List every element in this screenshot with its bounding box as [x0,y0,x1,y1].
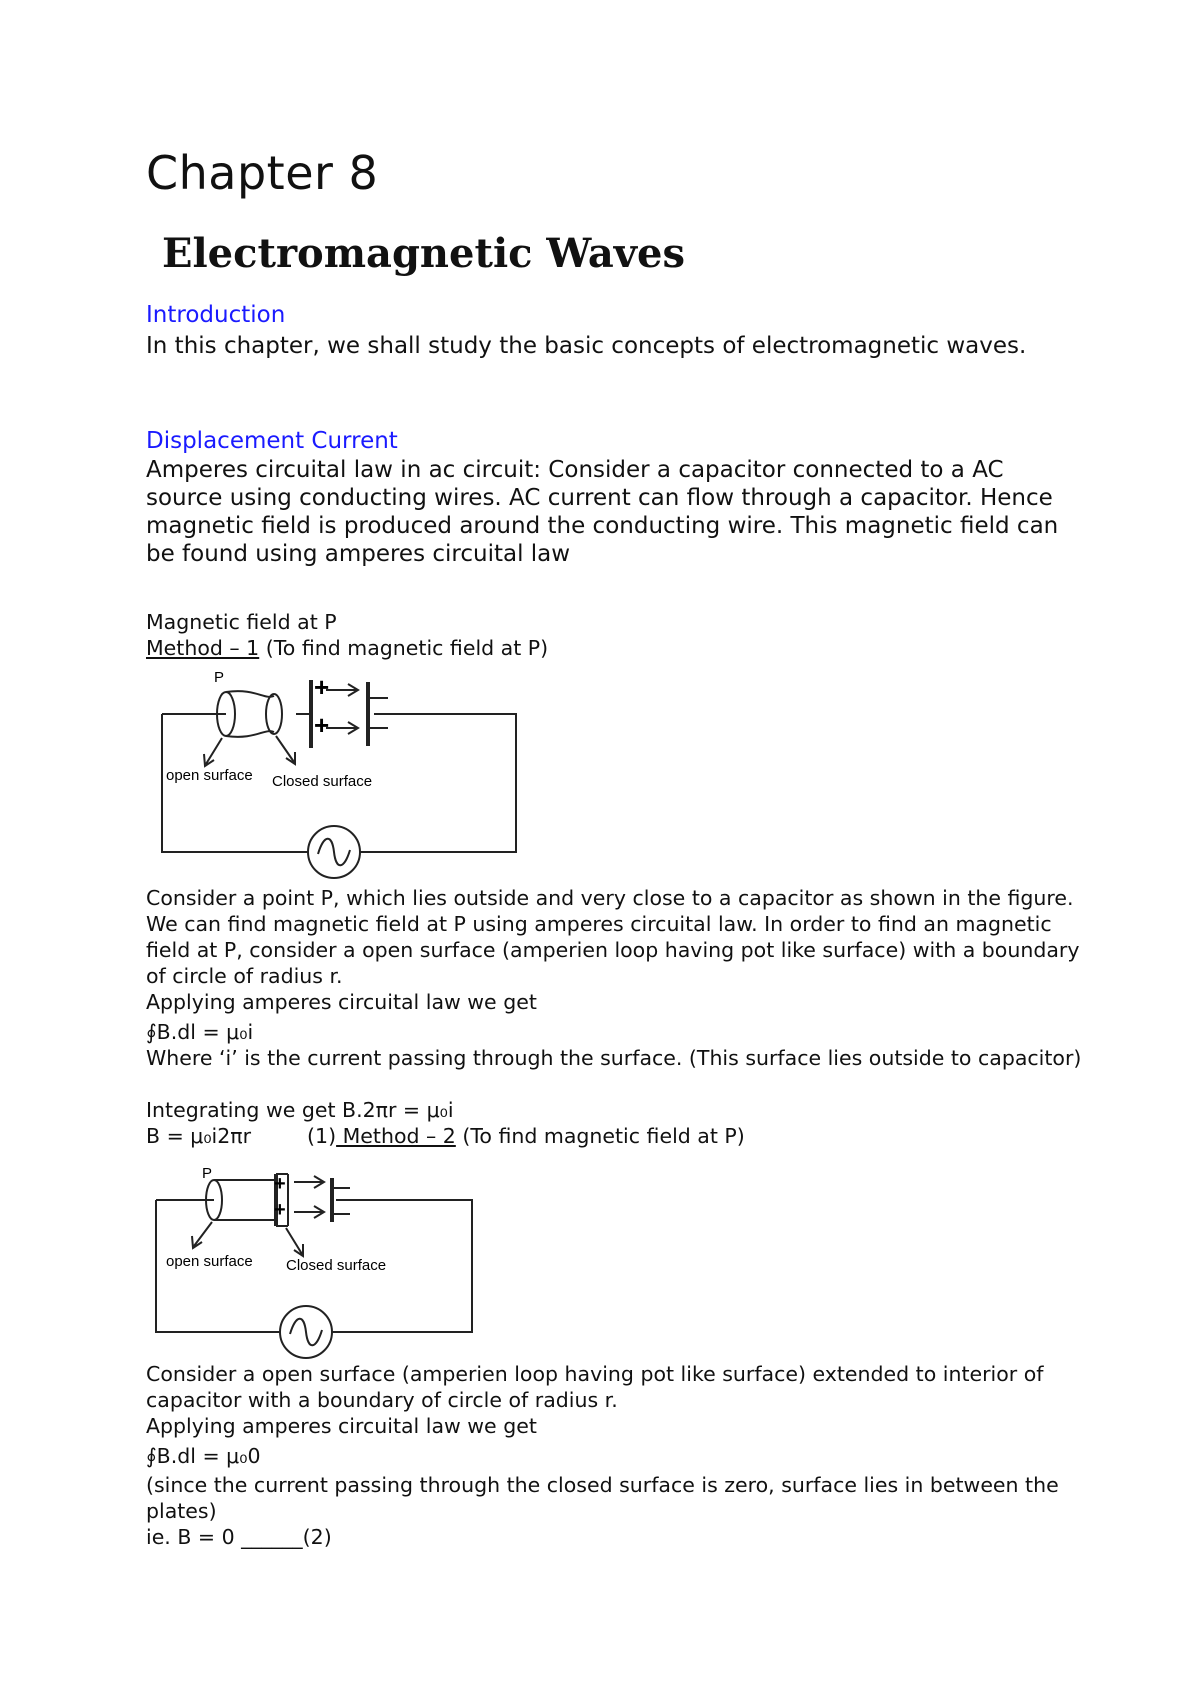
result-equation: ie. B = 0 ______(2) [146,1525,332,1549]
figure-2-plus-1: + [274,1173,286,1195]
apply-law-1: Applying amperes circuital law we get [146,990,537,1014]
intro-text: In this chapter, we shall study the basic concepts of electromagnetic waves. [146,333,1027,359]
figure-1-closed-surface-label: Closed surface [272,773,373,790]
open-surface-arrow-2 [192,1222,212,1248]
figure-1-plus-1: + [314,672,330,702]
field-arrow-3 [294,1176,324,1188]
method-1-label: Method – 1 [146,636,260,660]
paragraph-method-2: Consider a open surface (amperien loop having pot like surface) extended to interior of capacitor with a boundary of circle of radius r. [146,1362,1044,1412]
figure-1-open-surface-label: open surface [166,767,253,784]
since-text: (since the current passing through the closed surface is zero, surface lies in between the plates) [146,1473,1059,1523]
equation-2: ∮B.dl = μ₀0 [146,1444,261,1468]
figure-1-plus-2: + [314,710,330,740]
figure-1-point-label: P [214,669,225,686]
method-2-label: Method – 2 [336,1124,456,1148]
capacitor-figure-1 [146,662,526,882]
equation-1: ∮B.dl = μ₀i [146,1020,254,1044]
b-equation-line [146,1123,1086,1149]
chapter-title: Chapter 8 [146,146,379,200]
closed-surface-rim [266,694,282,734]
figure-2-open-surface-label: open surface [166,1253,253,1270]
field-arrow-4 [294,1206,324,1218]
method-1-line [146,635,1086,661]
equation-number-1: (1) [307,1124,337,1148]
figure-2-point-label: P [202,1165,213,1182]
paragraph-method-1: Consider a point P, which lies outside and very close to a capacitor as shown in the figure. We can find magnetic field at P using amperes circuital law. In order to find an magnetic field at P, consider a open surface (amperien loop having pot like surface) with a boundary of circle of radius r. [146,886,1080,988]
intro-heading: Introduction [146,302,286,328]
magnetic-field-label: Magnetic field at P [146,610,337,634]
displacement-text: Amperes circuital law in ac circuit: Consider a capacitor connected to a AC source using conducting wires. AC current can flow through a capacitor. Hence magnetic field is produced around the conducting wire. This magnetic field can be found using amperes circuital law [146,457,1059,567]
method-2-desc: (To find magnetic field at P) [455,1124,745,1148]
field-arrow-2 [326,722,358,734]
displacement-heading: Displacement Current [146,428,398,454]
figure-2-plus-2: + [274,1199,286,1221]
capacitor-figure-2 [146,1160,486,1360]
wire-right [354,714,516,852]
method-1-desc: (To find magnetic field at P) [259,636,549,660]
b-equation: B = μ₀i2πr [146,1124,252,1148]
integrating-text: Integrating we get B.2πr = μ₀i [146,1098,454,1122]
open-surface-arrow [204,738,222,766]
apply-law-2: Applying amperes circuital law we get [146,1414,537,1438]
figure-2-closed-surface-label: Closed surface [286,1257,387,1274]
chapter-subtitle: Electromagnetic Waves [162,230,685,277]
extended-surface [214,1180,276,1220]
field-arrow-1 [326,684,358,696]
closed-surface-arrow [276,736,295,764]
where-text: Where ‘i’ is the current passing through the surface. (This surface lies outside to capacitor) [146,1046,1082,1070]
closed-surface-arrow-2 [286,1228,303,1256]
